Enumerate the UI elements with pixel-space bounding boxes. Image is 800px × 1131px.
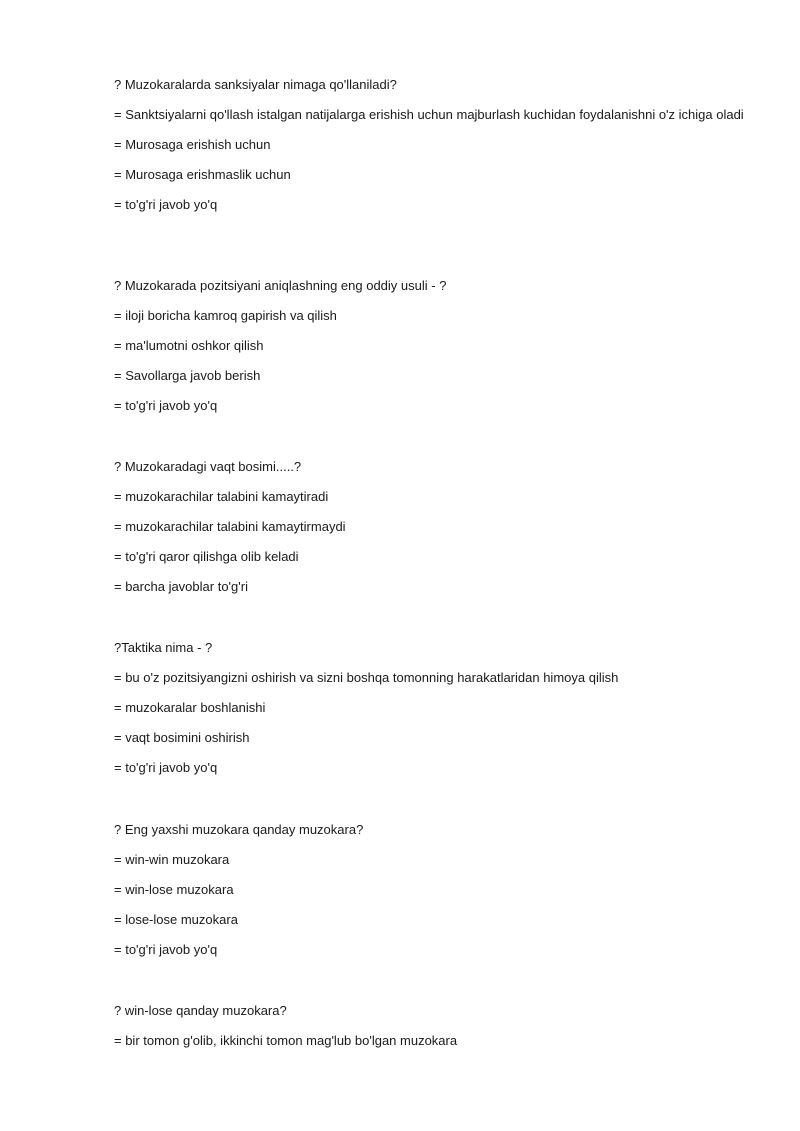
answer-option: = vaqt bosimini oshirish xyxy=(114,730,250,745)
question-block-6 xyxy=(114,1001,744,1051)
answer-option: = to'g'ri javob yo'q xyxy=(114,197,218,212)
answer-option: = win-lose muzokara xyxy=(114,882,234,897)
answer-option: = Sanktsiyalarni qo'llash istalgan natijalarga erishish uchun majburlash kuchidan foydalanishni o'z ichiga oladi xyxy=(114,107,744,122)
question-text: ? Muzokaradagi vaqt bosimi.....? xyxy=(114,459,302,474)
answer-option: = to'g'ri javob yo'q xyxy=(114,398,218,413)
answer-option: = muzokaralar boshlanishi xyxy=(114,700,266,715)
answer-option: = to'g'ri javob yo'q xyxy=(114,942,218,957)
question-text: ? Muzokarada pozitsiyani aniqlashning eng oddiy usuli - ? xyxy=(114,278,447,293)
answer-option: = barcha javoblar to'g'ri xyxy=(114,579,248,594)
answer-option: = muzokarachilar talabini kamaytiradi xyxy=(114,489,329,504)
answer-option: = Murosaga erishmaslik uchun xyxy=(114,167,291,182)
answer-option: = lose-lose muzokara xyxy=(114,912,238,927)
answer-option: = Murosaga erishish uchun xyxy=(114,137,271,152)
answer-option: = bu o'z pozitsiyangizni oshirish va sizni boshqa tomonning harakatlaridan himoya qilish xyxy=(114,670,619,685)
question-text: ? Muzokaralarda sanksiyalar nimaga qo'llaniladi? xyxy=(114,77,397,92)
question-block-3 xyxy=(114,457,744,597)
question-block-2 xyxy=(114,276,744,416)
answer-option: = iloji boricha kamroq gapirish va qilish xyxy=(114,308,337,323)
question-text: ? Eng yaxshi muzokara qanday muzokara? xyxy=(114,822,364,837)
question-block-1 xyxy=(114,75,744,215)
question-text: ? win-lose qanday muzokara? xyxy=(114,1003,287,1018)
answer-option: = bir tomon g'olib, ikkinchi tomon mag'lub bo'lgan muzokara xyxy=(114,1033,458,1048)
answer-option: = win-win muzokara xyxy=(114,852,230,867)
question-block-5 xyxy=(114,820,744,960)
answer-option: = muzokarachilar talabini kamaytirmaydi xyxy=(114,519,346,534)
question-block-4 xyxy=(114,638,744,778)
answer-option: = to'g'ri javob yo'q xyxy=(114,760,218,775)
answer-option: = Savollarga javob berish xyxy=(114,368,261,383)
answer-option: = to'g'ri qaror qilishga olib keladi xyxy=(114,549,299,564)
question-text: ?Taktika nima - ? xyxy=(114,640,213,655)
answer-option: = ma'lumotni oshkor qilish xyxy=(114,338,264,353)
